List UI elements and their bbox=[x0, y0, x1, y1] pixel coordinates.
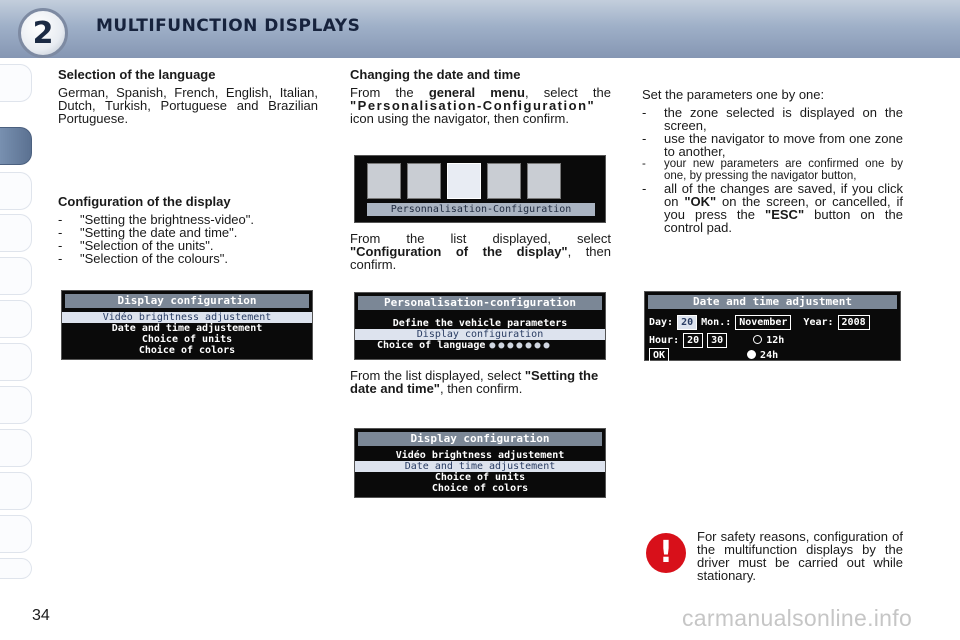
text-run-bold: "OK" bbox=[684, 194, 717, 209]
language-body: German, Spanish, French, English, Italian, Dutch, Turkish, Portuguese and Brazilian Portuguese. bbox=[58, 85, 318, 126]
chapter-tab-2[interactable] bbox=[0, 127, 32, 165]
screen-menu-item: Choice of units bbox=[434, 472, 526, 483]
list-item: - "Selection of the units". bbox=[58, 239, 318, 252]
safety-note bbox=[697, 530, 903, 582]
text-run: icon using the navigator, then confirm. bbox=[350, 111, 569, 126]
screen-title: Display configuration bbox=[358, 432, 602, 446]
text-run: all of the changes are saved, if you click on bbox=[664, 181, 903, 209]
chapter-tab-4[interactable] bbox=[0, 214, 32, 252]
chapter-tab-5[interactable] bbox=[0, 257, 32, 295]
month-field[interactable]: November bbox=[735, 315, 791, 330]
text-run: , then confirm. bbox=[350, 244, 612, 272]
radio-12h[interactable] bbox=[753, 335, 784, 346]
screen-menu-item: Vidéo brightness adjustement bbox=[395, 450, 565, 461]
ok-button[interactable]: OK bbox=[649, 348, 669, 363]
chapter-tab-3[interactable] bbox=[0, 172, 32, 210]
date-time-heading: Changing the date and time bbox=[350, 67, 521, 82]
list-item: - "Setting the date and time". bbox=[58, 226, 318, 239]
screen-title: Personalisation-configuration bbox=[358, 296, 602, 310]
year-label: Year: bbox=[803, 316, 834, 328]
date-row bbox=[645, 312, 900, 332]
chapter-tab-7[interactable] bbox=[0, 343, 32, 381]
hour-field[interactable]: 20 bbox=[683, 333, 703, 348]
date-time-section bbox=[350, 68, 611, 125]
text-run: , then confirm. bbox=[439, 381, 523, 396]
icon-row bbox=[355, 156, 605, 199]
ok-row bbox=[645, 348, 900, 362]
screen-title: Date and time adjustment bbox=[648, 295, 897, 309]
text-run: From the bbox=[350, 85, 429, 100]
text-run-bold: "Configuration of the display" bbox=[350, 244, 568, 259]
audio-icon bbox=[367, 163, 401, 199]
text-run-bold: "ESC" bbox=[765, 207, 805, 222]
safety-note-text: For safety reasons, configuration of the multifunction displays by the driver must be carried out while stationary. bbox=[697, 529, 903, 583]
screen-title: Display configuration bbox=[65, 294, 309, 308]
page-title: MULTIFUNCTION DISPLAYS bbox=[96, 16, 361, 36]
radio-24h[interactable] bbox=[747, 350, 778, 361]
chapter-tab-12[interactable] bbox=[0, 558, 32, 579]
parameters-intro: Set the parameters one by one: bbox=[642, 87, 825, 102]
instruction-paragraph-1 bbox=[350, 86, 611, 125]
flag-icons: ●●●●●●● bbox=[489, 340, 553, 351]
screen-menu-item: Choice of units bbox=[141, 334, 233, 345]
list-item: - "Setting the brightness-video". bbox=[58, 213, 318, 226]
text-run: on the screen, or cancelled, if you press the bbox=[664, 194, 903, 222]
minute-field[interactable]: 30 bbox=[707, 333, 727, 348]
language-heading: Selection of the language bbox=[58, 67, 216, 82]
screen-caption: Personnalisation-Configuration bbox=[367, 203, 595, 216]
screen-menu-item bbox=[355, 340, 605, 351]
display-config-heading: Configuration of the display bbox=[58, 194, 231, 209]
screen-menu-item: Date and time adjustement bbox=[111, 323, 263, 334]
list-item: - "Selection of the colours". bbox=[58, 252, 318, 265]
warning-icon: ! bbox=[646, 533, 686, 573]
text-run: , select the bbox=[524, 85, 611, 100]
hour-label: Hour: bbox=[649, 334, 680, 346]
page-number: 34 bbox=[32, 607, 50, 624]
screen-menu-item: Choice of colors bbox=[431, 483, 529, 494]
display-config-section bbox=[58, 195, 318, 265]
display-configuration-screen-2 bbox=[354, 428, 606, 498]
page-header bbox=[0, 0, 960, 58]
year-field[interactable]: 2008 bbox=[838, 315, 870, 330]
list-item bbox=[642, 132, 903, 158]
radio-icon bbox=[747, 350, 756, 359]
display-configuration-screen-1 bbox=[61, 290, 313, 360]
text-run-bold: "Setting the date and time" bbox=[350, 368, 599, 396]
language-label: Choice of language bbox=[377, 340, 486, 351]
list-text: - your new parameters are confirmed one by one, by pressing the navigator button, bbox=[664, 158, 903, 182]
fuel-pump-icon bbox=[407, 163, 441, 199]
instruction-paragraph-2 bbox=[350, 232, 611, 271]
service-icon bbox=[487, 163, 521, 199]
chapter-tab-1[interactable] bbox=[0, 64, 32, 102]
language-section bbox=[58, 68, 318, 125]
chapter-tab-8[interactable] bbox=[0, 386, 32, 424]
display-config-list bbox=[58, 213, 318, 265]
chapter-tab-11[interactable] bbox=[0, 515, 32, 553]
list-text: - the zone selected is displayed on the screen, bbox=[664, 105, 903, 133]
radio-label: 24h bbox=[760, 349, 779, 361]
hour-row bbox=[645, 332, 900, 348]
text-run-bold: "Personalisation-Configuration" bbox=[350, 98, 596, 113]
chapter-badge: 2 bbox=[18, 8, 68, 58]
screen-menu-item: Define the vehicle parameters bbox=[392, 318, 568, 329]
month-label: Mon.: bbox=[701, 316, 732, 328]
chapter-tabs bbox=[0, 64, 34, 579]
text-run: From the list displayed, select bbox=[350, 231, 611, 246]
chapter-tab-9[interactable] bbox=[0, 429, 32, 467]
phone-icon bbox=[527, 163, 561, 199]
date-time-screen bbox=[644, 291, 901, 361]
screen-menu-item: Choice of colors bbox=[138, 345, 236, 356]
day-field[interactable]: 20 bbox=[677, 315, 697, 330]
parameters-section bbox=[642, 88, 903, 234]
chapter-tab-6[interactable] bbox=[0, 300, 32, 338]
text-run: From the list displayed, select bbox=[350, 368, 525, 383]
list-item bbox=[642, 158, 903, 182]
personalisation-icons-screen bbox=[354, 155, 606, 223]
settings-sliders-icon bbox=[447, 163, 481, 199]
parameters-list bbox=[642, 106, 903, 234]
watermark: carmanualsonline.info bbox=[682, 605, 913, 631]
list-text: - use the navigator to move from one zone to another, bbox=[664, 131, 903, 159]
chapter-tab-10[interactable] bbox=[0, 472, 32, 510]
text-run: button on the control pad. bbox=[664, 207, 904, 235]
day-label: Day: bbox=[649, 316, 674, 328]
radio-label: 12h bbox=[766, 334, 785, 346]
screen-menu-item: Vidéo brightness adjustement bbox=[62, 312, 312, 323]
personalisation-menu-screen bbox=[354, 292, 606, 360]
radio-icon bbox=[753, 335, 762, 344]
list-item bbox=[642, 182, 903, 234]
screen-menu-item: Date and time adjustement bbox=[355, 461, 605, 472]
screen-menu-item: Display configuration bbox=[355, 329, 605, 340]
instruction-paragraph-3 bbox=[350, 369, 611, 395]
text-run-bold: general menu bbox=[428, 85, 525, 100]
list-item bbox=[642, 106, 903, 132]
